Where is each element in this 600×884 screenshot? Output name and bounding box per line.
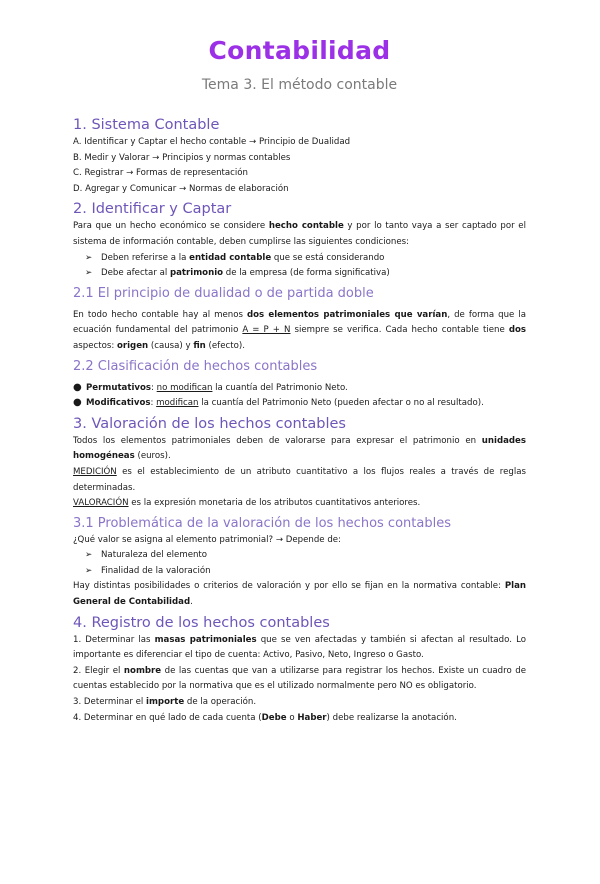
depends-list bbox=[73, 548, 526, 579]
paragraph: MEDICIÓN es el establecimiento de un atributo cuantitativo a los flujos reales a través de reglas determinadas. bbox=[73, 466, 526, 493]
paragraph: VALORACIÓN es la expresión monetaria de los atributos cuantitativos anteriores. bbox=[73, 498, 421, 509]
arrow-bullet-icon: ➢ bbox=[85, 565, 93, 576]
paragraph: En todo hecho contable hay al menos dos elementos patrimoniales que varían, de forma que la ecuación fundamental del patrimonio A = P + N siempre se verifica. Cada hecho contable tiene dos aspectos: origen (causa) y fin (efecto). bbox=[73, 309, 526, 351]
heading-problematica-valoracion: 3.1 Problemática de la valoración de los hechos contables bbox=[73, 515, 451, 531]
list-item: ● Modificativos: modifican la cuantía del Patrimonio Neto (pueden afectar o no al resultado). bbox=[73, 396, 526, 412]
list-item: 1. Determinar las masas patrimoniales que se ven afectadas y también si afectan al resultado. Lo importante es diferenciar el tipo de cuenta: Activo, Pasivo, Neto, Ingreso o Gasto. bbox=[73, 634, 526, 661]
paragraph: Todos los elementos patrimoniales deben de valorarse para expresar el patrimonio en unidades homogéneas (euros). bbox=[73, 435, 526, 462]
list-item: ➢ Deben referirse a la entidad contable que se está considerando bbox=[73, 251, 526, 267]
list-item: ➢ Finalidad de la valoración bbox=[73, 564, 526, 580]
condition-list bbox=[73, 251, 526, 282]
arrow-bullet-icon: ➢ bbox=[85, 252, 93, 263]
document-page bbox=[0, 36, 600, 884]
list-item: 2. Elegir el nombre de las cuentas que van a utilizarse para registrar los hechos. Existe un cuadro de cuentas establecido por la normativa que es el utilizado normalmente pero NO es obligatorio. bbox=[73, 665, 526, 692]
list-item: D. Agregar y Comunicar → Normas de elaboración bbox=[73, 183, 289, 194]
bullet-icon: ● bbox=[73, 381, 82, 393]
list-item: 3. Determinar el importe de la operación. bbox=[73, 697, 257, 708]
list-item: 4. Determinar en qué lado de cada cuenta (Debe o Haber) debe realizarse la anotación. bbox=[73, 712, 457, 723]
heading-registro: 4. Registro de los hechos contables bbox=[73, 614, 330, 631]
classification-list bbox=[73, 381, 526, 412]
document-title: Contabilidad bbox=[208, 36, 391, 65]
document-body bbox=[73, 115, 526, 726]
arrow-bullet-icon: ➢ bbox=[85, 268, 93, 279]
arrow-bullet-icon: ➢ bbox=[85, 550, 93, 561]
heading-valoracion: 3. Valoración de los hechos contables bbox=[73, 415, 346, 432]
paragraph: Para que un hecho económico se considere hecho contable y por lo tanto vaya a ser captado por el sistema de información contable, deben cumplirse las siguientes condiciones: bbox=[73, 221, 526, 247]
bullet-icon: ● bbox=[73, 397, 82, 409]
paragraph: Hay distintas posibilidades o criterios de valoración y por ello se fijan en la normativa contable: Plan General de Contabilidad. bbox=[73, 581, 526, 608]
document-subtitle: Tema 3. El método contable bbox=[201, 77, 398, 93]
list-item: ➢ Debe afectar al patrimonio de la empresa (de forma significativa) bbox=[73, 266, 526, 282]
list-item: B. Medir y Valorar → Principios y normas contables bbox=[73, 152, 291, 163]
list-item: A. Identificar y Captar el hecho contable → Principio de Dualidad bbox=[73, 137, 351, 147]
list-item: C. Registrar → Formas de representación bbox=[73, 168, 249, 179]
question: ¿Qué valor se asigna al elemento patrimonial? → Depende de: bbox=[73, 534, 341, 545]
heading-clasificacion-hechos: 2.2 Clasificación de hechos contables bbox=[73, 358, 318, 374]
heading-principio-dualidad: 2.1 El principio de dualidad o de partida doble bbox=[73, 285, 374, 301]
heading-identificar-captar: 2. Identificar y Captar bbox=[73, 201, 232, 218]
heading-sistema-contable: 1. Sistema Contable bbox=[73, 117, 220, 133]
list-item: ● Permutativos: no modifican la cuantía del Patrimonio Neto. bbox=[73, 381, 526, 397]
list-item: ➢ Naturaleza del elemento bbox=[73, 548, 526, 564]
